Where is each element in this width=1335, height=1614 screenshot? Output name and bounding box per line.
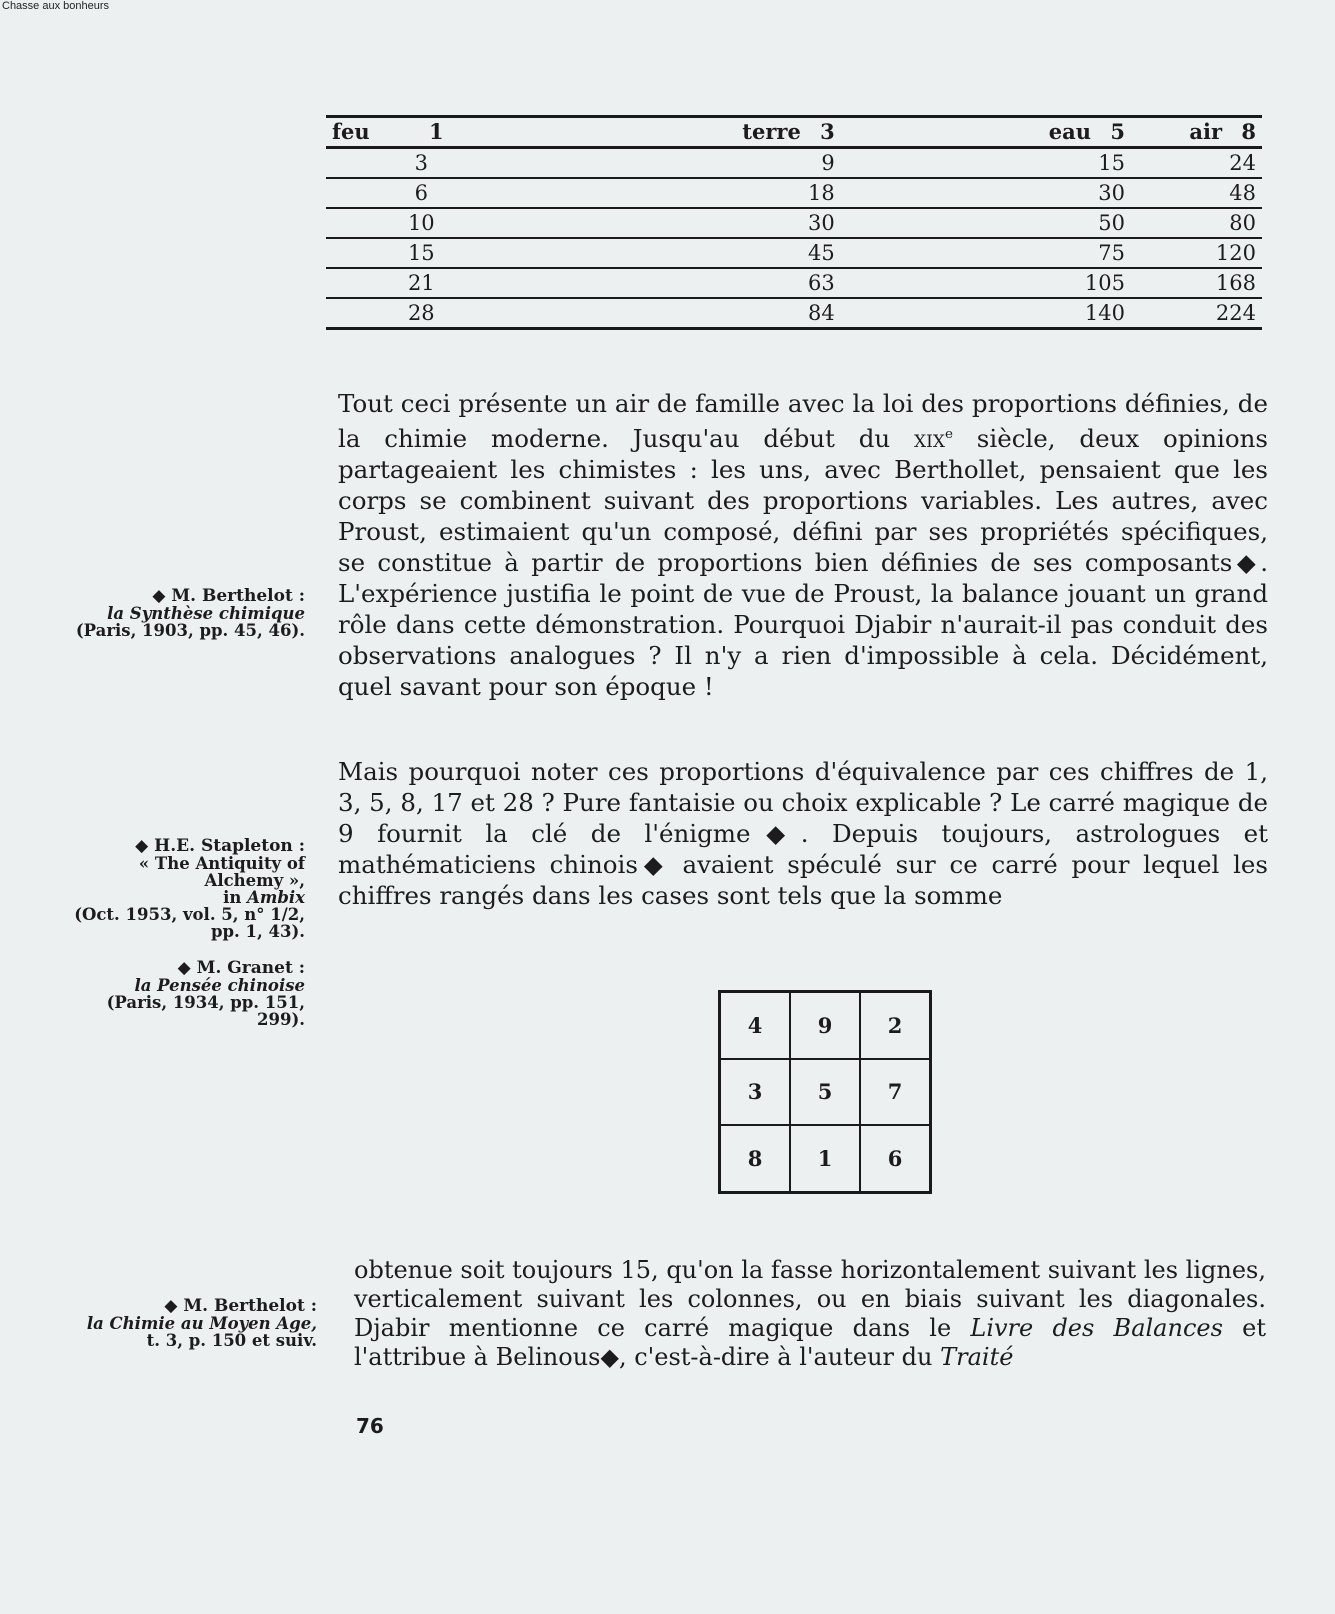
note-author: ◆ M. Berthelot :	[152, 586, 305, 606]
header-value: 8	[1241, 119, 1256, 144]
table-cell: 18	[808, 181, 835, 205]
table-row	[326, 209, 1262, 239]
table-cell: 84	[808, 301, 835, 325]
table-cell: 48	[1229, 181, 1256, 205]
table-cell: 50	[1098, 211, 1125, 235]
margin-note-berthelot-synthese	[65, 588, 305, 639]
magic-square-cell: 9	[790, 992, 860, 1059]
table-cell: 168	[1215, 271, 1256, 295]
century-superscript: e	[944, 426, 953, 442]
note-title: « The Antiquity of Alchemy »,	[138, 854, 305, 890]
note-in: in	[223, 888, 248, 907]
magic-square-cell: 7	[860, 1059, 930, 1126]
table-cell: 30	[1098, 181, 1125, 205]
magic-square-cell: 5	[790, 1059, 860, 1126]
book-title: Livre des Balances	[970, 1314, 1223, 1342]
table-cell: 45	[808, 241, 835, 265]
table-cell: 140	[1084, 301, 1125, 325]
note-reference: (Paris, 1903, pp. 45, 46).	[75, 621, 305, 640]
paragraph-magic-square-sum	[354, 1256, 1266, 1372]
page-number: 76	[356, 1414, 384, 1438]
note-title: la Synthèse chimique	[107, 604, 305, 623]
book-title: Traité	[940, 1343, 1014, 1371]
note-author: ◆ M. Berthelot :	[164, 1296, 317, 1316]
note-title: la Chimie au Moyen Age,	[86, 1314, 317, 1333]
table-row	[326, 269, 1262, 299]
magic-square-cell: 3	[720, 1059, 790, 1126]
century-numeral: xix	[914, 424, 945, 454]
paragraph-magic-square-intro: Mais pourquoi noter ces proportions d'équivalence par ces chiffres de 1, 3, 5, 8, 17 et 28 ? Pure fantaisie ou choix explicable ? Le carré magique de 9 fournit la clé de l'énigme◆. Depuis toujours, astrologues et mathématiciens chinois◆ avaient spéculé sur ce carré pour lequel les chiffres rangés dans les cases sont tels que la somme	[338, 757, 1268, 910]
header-value: 1	[428, 119, 444, 144]
table-cell: 80	[1229, 211, 1256, 235]
paragraph-proportions	[338, 388, 1268, 702]
note-reference: (Oct. 1953, vol. 5, n° 1/2, pp. 1, 43).	[74, 905, 305, 941]
table-cell: 75	[1098, 241, 1125, 265]
table-cell: 9	[821, 151, 835, 175]
paragraph-text: obtenue soit toujours 15, qu'on la fasse horizontalement suivant les lignes, verticalement suivant les colonnes, ou en biais suivant les diagonales. Djabir mentionne ce carré magique dans le	[354, 1256, 1266, 1342]
table-cell: 30	[808, 211, 835, 235]
proportions-table	[326, 115, 1262, 330]
table-cell: 6	[414, 181, 428, 205]
magic-square-cell: 8	[720, 1125, 790, 1192]
header-label: air	[1189, 119, 1223, 144]
paragraph-text: Tout ceci présente un air de famille avec la loi des proportions définies, de la chimie moderne. Jusqu'au début du	[338, 389, 1268, 454]
note-reference: t. 3, p. 150 et suiv.	[146, 1331, 317, 1350]
table-row	[326, 299, 1262, 330]
table-cell: 15	[1098, 151, 1125, 175]
header-label: terre	[742, 119, 801, 144]
note-journal: Ambix	[247, 888, 305, 907]
note-author: ◆ H.E. Stapleton :	[135, 836, 305, 856]
header-value: 5	[1110, 119, 1125, 144]
note-title: la Pensée chinoise	[134, 976, 305, 995]
table-row	[326, 179, 1262, 209]
watermark-label: Chasse aux bonheurs	[2, 0, 110, 12]
table-header-cell	[551, 118, 841, 146]
magic-square	[718, 990, 932, 1194]
note-author: ◆ M. Granet :	[177, 958, 305, 978]
table-header-cell	[841, 118, 1131, 146]
table-cell: 28	[407, 301, 435, 325]
table-cell: 63	[808, 271, 835, 295]
note-journal-line	[65, 889, 305, 906]
table-header-cell	[1131, 118, 1262, 146]
paragraph-text: siècle, deux opinions partageaient les chimistes : les uns, avec Berthollet, pensaient que les corps se combinent suivant des proportions variables. Les autres, avec Proust, estimaient qu'un composé, défini par ses propriétés spécifiques, se constitue à partir de proportions bien définies de ses composants◆. L'expérience justifia le point de vue de Proust, la balance jouant un grand rôle dans cette démonstration. Pourquoi Djabir n'aurait-il pas conduit des observations analogues ? Il n'y a rien d'impossible à cela. Décidément, quel savant pour son époque !	[338, 424, 1268, 702]
table-cell: 224	[1215, 301, 1256, 325]
header-value: 3	[820, 119, 835, 144]
table-cell: 105	[1084, 271, 1125, 295]
table-cell: 15	[407, 241, 435, 265]
table-header-row	[326, 118, 1262, 149]
table-cell: 120	[1215, 241, 1256, 265]
magic-square-cell: 2	[860, 992, 930, 1059]
magic-square-cell: 6	[860, 1125, 930, 1192]
paragraph-text: et l'attribue à Belinous◆, c'est-à-dire à l'auteur du	[354, 1314, 1266, 1371]
table-header-cell	[326, 118, 551, 146]
header-label: eau	[1048, 119, 1091, 144]
table-cell: 24	[1229, 151, 1256, 175]
header-label: feu	[332, 119, 370, 144]
margin-note-stapleton	[65, 838, 305, 940]
magic-square-cell: 4	[720, 992, 790, 1059]
margin-note-granet	[65, 960, 305, 1028]
table-row	[326, 149, 1262, 179]
margin-note-berthelot-chimie	[77, 1298, 317, 1349]
magic-square-cell: 1	[790, 1125, 860, 1192]
table-cell: 21	[407, 271, 435, 295]
note-reference: (Paris, 1934, pp. 151, 299).	[106, 993, 305, 1029]
table-cell: 10	[407, 211, 435, 235]
table-cell: 3	[414, 151, 428, 175]
table-row	[326, 239, 1262, 269]
